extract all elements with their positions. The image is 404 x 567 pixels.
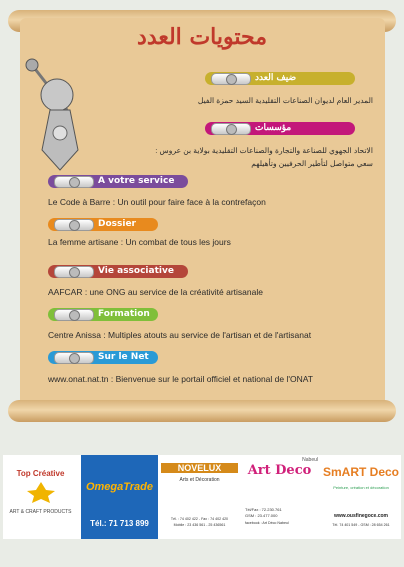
artdeco-tel: Tél/Fax : 72.230.761 xyxy=(245,507,282,512)
section-tag-label: ضيف العدد xyxy=(255,73,297,83)
section-tag xyxy=(48,265,188,278)
section-line: Le Code à Barre : Un outil pour faire face à la contrefaçon xyxy=(48,197,266,207)
smart-sub: Peinture, création et décoration xyxy=(333,485,389,490)
pin-ornament-icon xyxy=(211,123,251,135)
sponsor-top-creative[interactable] xyxy=(3,455,78,539)
pin-ornament-icon xyxy=(211,73,251,85)
omega-name: OmegaTrade xyxy=(85,481,154,493)
smart-tel: Tél. 74 401 549 - GSM : 28 654 261 xyxy=(332,523,390,527)
section-line: La femme artisane : Un combat de tous les jours xyxy=(48,237,231,247)
pin-ornament-icon xyxy=(54,309,94,321)
section-tag-label: Formation xyxy=(98,309,150,319)
pin-ornament-icon xyxy=(54,266,94,278)
section-tag-label: A votre service xyxy=(98,176,175,186)
sponsor-omega[interactable] xyxy=(81,455,158,539)
omega-tel: Tél.: 71 713 899 xyxy=(90,519,149,528)
star-logo-icon xyxy=(17,481,65,503)
section-tag-label: Sur le Net xyxy=(98,352,149,362)
novelux-mob: Mobile : 23 436 561 - 25 436561 xyxy=(173,523,226,527)
sponsor-novelux[interactable] xyxy=(161,455,238,539)
section-tag xyxy=(205,122,355,135)
artdeco-sub: Nabeul xyxy=(302,457,318,463)
section-tag xyxy=(48,308,158,321)
novelux-name: NOVELUX xyxy=(161,463,238,473)
section-tag-label: مؤسسات xyxy=(255,123,292,133)
section-line: سعي متواصل لتأطير الحرفيين وتأهيلهم xyxy=(251,159,373,168)
sponsor-artdeco[interactable] xyxy=(241,455,318,539)
pin-ornament-icon xyxy=(54,352,94,364)
artdeco-gsm: GSM : 23.477.000 xyxy=(245,513,278,518)
section-tag xyxy=(48,218,158,231)
scroll-bottom-roll xyxy=(8,400,396,422)
smart-name: SmART Deco xyxy=(322,465,399,479)
pin-ornament-icon xyxy=(54,176,94,188)
section-tag-label: Dossier xyxy=(98,219,136,229)
top-creative-sub: ART & CRAFT PRODUCTS xyxy=(9,509,72,515)
artdeco-fb: facebook : Art Déco Nabeul xyxy=(245,521,289,525)
novelux-sub: Arts et Décoration xyxy=(179,477,220,483)
sponsor-strip xyxy=(3,455,401,539)
section-tag xyxy=(48,175,188,188)
smart-site: www.ousfinegoce.com xyxy=(334,513,388,519)
sponsor-smart[interactable] xyxy=(321,455,401,539)
artdeco-name: Art Deco xyxy=(247,463,312,478)
top-creative-title: Top Créative xyxy=(16,469,65,478)
silver-ornament-icon xyxy=(22,55,92,175)
pin-ornament-icon xyxy=(54,219,94,231)
section-tag xyxy=(48,351,158,364)
section-line: AAFCAR : une ONG au service de la créativité artisanale xyxy=(48,287,263,297)
section-line: المدير العام لديوان الصناعات التقليدية السيد حمزة الفيل xyxy=(197,96,373,105)
section-line: الاتحاد الجهوي للصناعة والتجارة والصناعات التقليدية بولاية بن عروس : xyxy=(155,146,373,155)
section-line: Centre Anissa : Multiples atouts au service de l'artisan et de l'artisanat xyxy=(48,330,312,340)
section-line: www.onat.nat.tn : Bienvenue sur le portail officiel et national de l'ONAT xyxy=(48,374,313,384)
novelux-tel: Tél. : 74 402 422 - Fax : 74 402 420 xyxy=(170,517,229,521)
section-tag xyxy=(205,72,355,85)
page-title: محتويات العدد xyxy=(137,24,267,50)
section-tag-label: Vie associative xyxy=(98,266,174,276)
